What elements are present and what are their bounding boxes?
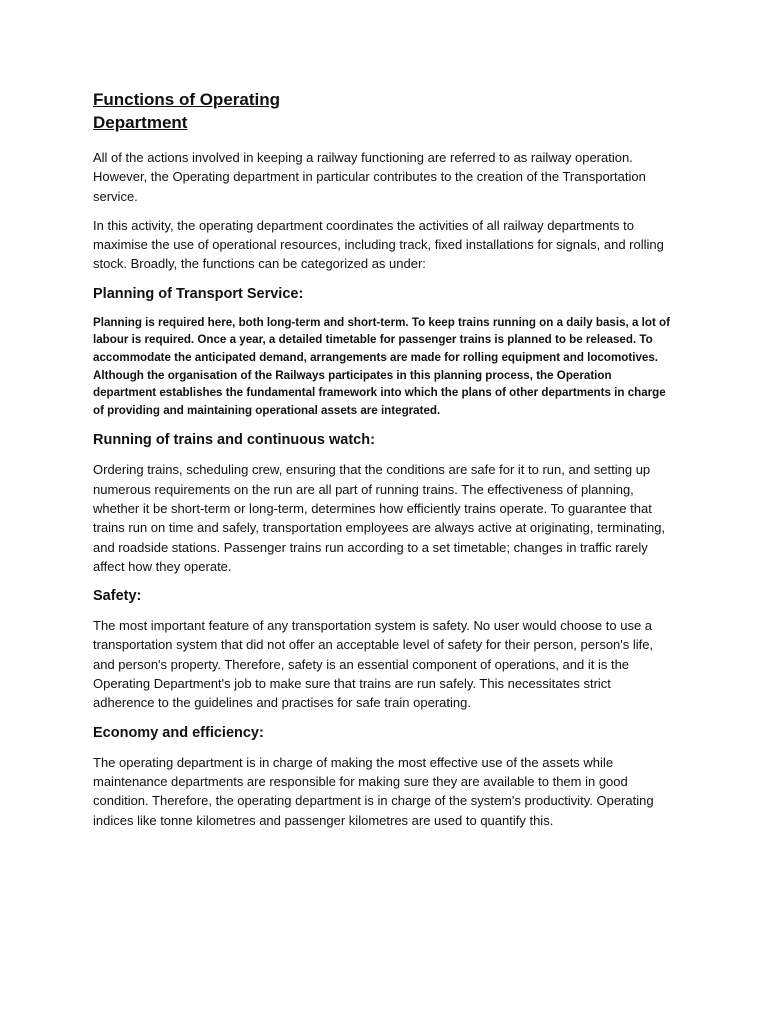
section-body-economy: The operating department is in charge of making the most effective use of the assets while maintenance departments are responsible for making sure they are available to them in good condition. Therefore, the operating department is in charge of the system's productivity. Operating indices like tonne kilometres and passenger kilometres are used to quantify this. [93,754,654,828]
section-body-running-trains: Ordering trains, scheduling crew, ensuring that the conditions are safe for it to run, and setting up numerous requirements on the run are all part of running trains. The effectiveness of planning, whether it be short-term or long-term, determines how efficiently trains operate. To guarantee that trains run on time and safely, transportation employees are always active at originating, terminating, and roadside stations. Passenger trains run according to a set timetable; changes in traffic rarely affect how they operate. [93,462,666,574]
section-heading-running-trains: Running of trains and continuous watch: [93,432,375,449]
document-title-line-2: Department [93,113,188,132]
intro-paragraph-1: All of the actions involved in keeping a railway functioning are referred to as railway operation. However, the Operating department in particular contributes to the creation of the Transportation service. [93,150,646,204]
section-heading-safety: Safety: [93,588,142,605]
section-heading-planning: Planning of Transport Service: [93,285,304,302]
intro-paragraph-2: In this activity, the operating department coordinates the activities of all railway departments to maximise the use of operational resources, including track, fixed installations for signals, and rolling stock. Broadly, the functions can be categorized as under: [93,217,664,272]
document-title [93,88,675,134]
section-body-planning: Planning is required here, both long-term and short-term. To keep trains running on a daily basis, a lot of labour is required. Once a year, a detailed timetable for passenger trains is planned to be released. To accommodate the anticipated demand, arrangements are made for rolling equipment and locomotives. Although the organisation of the Railways participates in this planning process, the Operation department establishes the fundamental framework into which the plans of other departments in charge of providing and maintaining operational assets are integrated. [93,315,670,417]
document-title-line-1: Functions of Operating [93,90,280,109]
section-body-safety: The most important feature of any transportation system is safety. No user would choose to use a transportation system that did not offer an acceptable level of safety for their person, person's life, and person's property. Therefore, safety is an essential component of operations, and it is the Operating Department's job to make sure that trains are run safely. This necessitates strict adherence to the guidelines and practises for safe train operating. [93,618,654,711]
document-page [93,88,675,840]
section-heading-economy: Economy and efficiency: [93,724,264,741]
